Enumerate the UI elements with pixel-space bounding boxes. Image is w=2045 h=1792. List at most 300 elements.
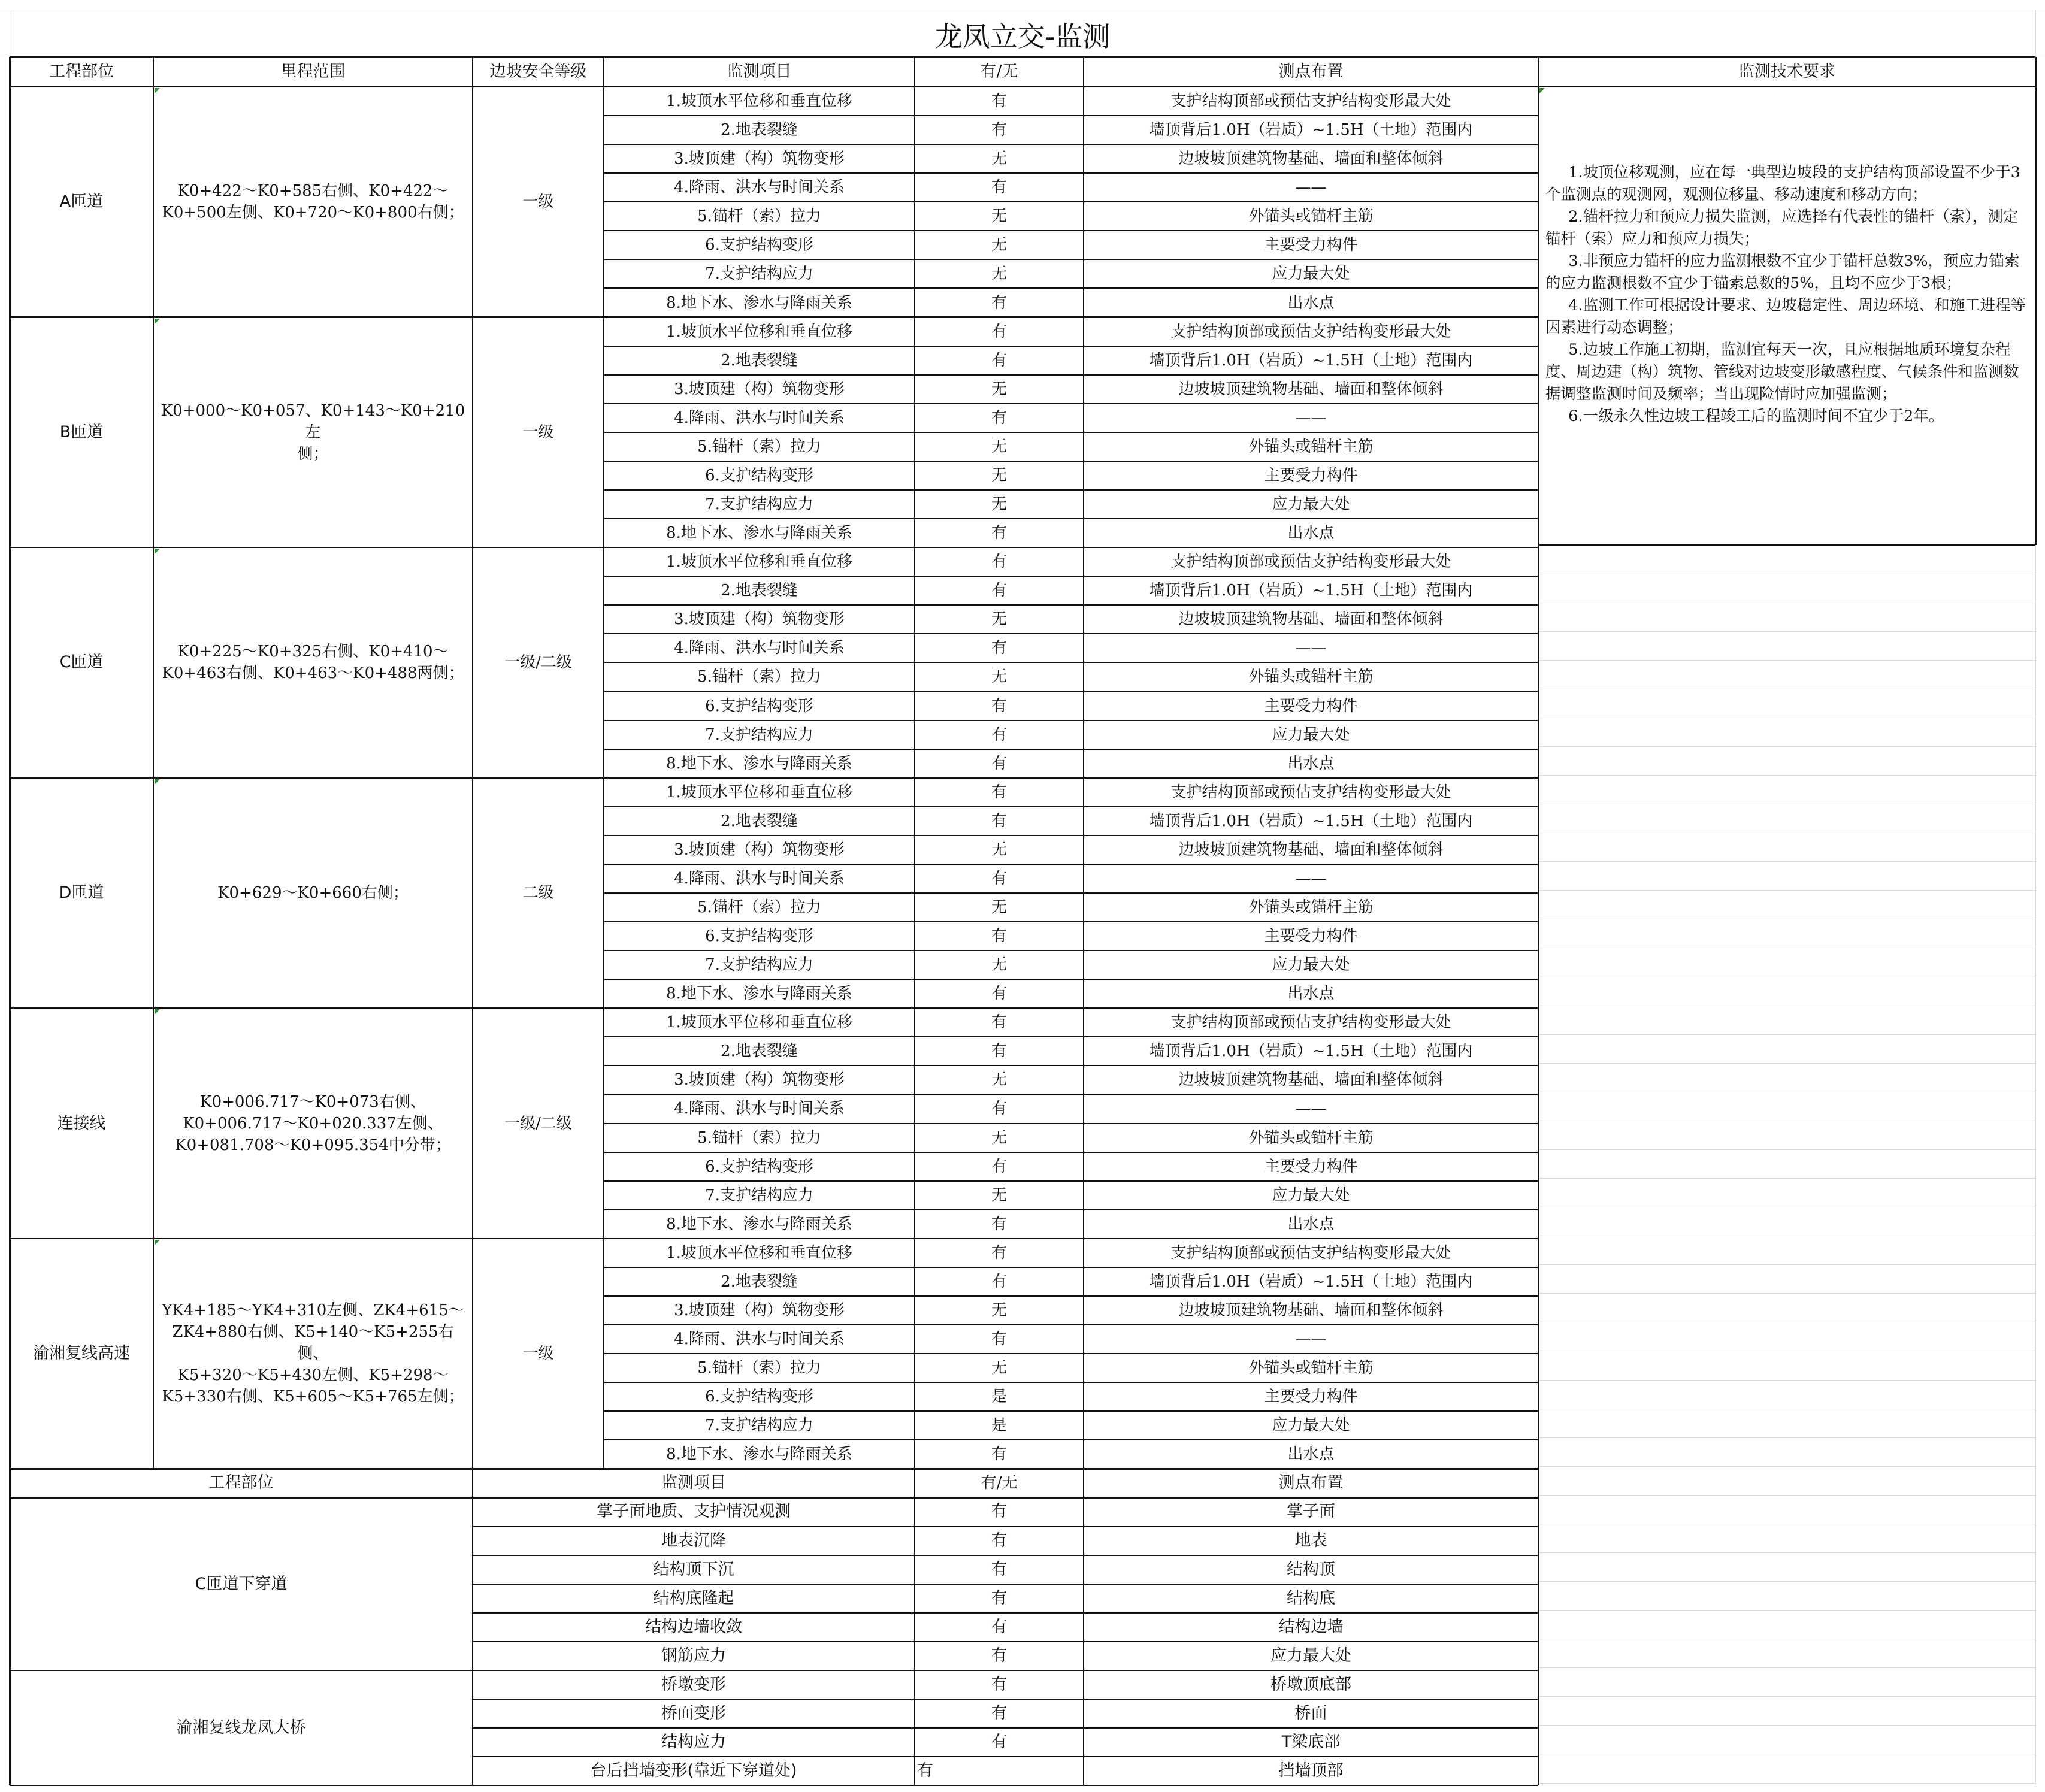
lower-has[interactable]: 有 (991, 1588, 1008, 1608)
monitor-has[interactable]: 无 (991, 956, 1007, 974)
monitor-point[interactable]: —— (1295, 869, 1327, 888)
monitor-point[interactable]: 应力最大处 (1272, 1186, 1350, 1204)
monitor-point[interactable]: 应力最大处 (1272, 956, 1350, 974)
monitor-item[interactable]: 5.锚杆（索）拉力 (697, 1359, 821, 1378)
monitor-item[interactable]: 2.地表裂缝 (721, 351, 798, 370)
monitor-has[interactable]: 有 (991, 351, 1007, 370)
monitor-has[interactable]: 无 (991, 466, 1007, 485)
monitor-has[interactable]: 有 (991, 524, 1007, 543)
monitor-item[interactable]: 1.坡顶水平位移和垂直位移 (666, 783, 852, 801)
lower-header-has[interactable]: 有/无 (981, 1474, 1018, 1493)
monitor-point[interactable]: 边坡坡顶建筑物基础、墙面和整体倾斜 (1178, 150, 1444, 168)
monitor-item[interactable]: 7.支护结构应力 (705, 1186, 813, 1204)
group-range-0[interactable] (159, 87, 467, 317)
group-grade-0[interactable]: 一级 (522, 193, 554, 211)
monitor-point[interactable]: 边坡坡顶建筑物基础、墙面和整体倾斜 (1178, 1301, 1444, 1319)
monitor-item[interactable]: 4.降雨、洪水与时间关系 (674, 408, 845, 427)
border-line (604, 1324, 1538, 1325)
lower-point[interactable]: 桥墩顶底部 (1270, 1675, 1351, 1694)
gridline (1538, 1466, 2035, 1467)
group-range-5-line: K5+320～K5+430左侧、K5+298～ (177, 1366, 449, 1385)
group-range-5-line: ZK4+880右侧、K5+140～K5+255右侧、 (172, 1323, 454, 1363)
header-has[interactable]: 有/无 (980, 62, 1018, 81)
monitor-point[interactable]: 支护结构顶部或预估支护结构变形最大处 (1170, 92, 1451, 111)
monitor-point[interactable]: 外锚头或锚杆主筋 (1248, 207, 1374, 226)
monitor-item[interactable]: 8.地下水、渗水与降雨关系 (666, 1445, 852, 1464)
border-line (473, 1727, 1538, 1729)
monitor-item[interactable]: 2.地表裂缝 (721, 582, 798, 600)
monitor-point[interactable]: 应力最大处 (1272, 495, 1350, 513)
border-line (473, 1641, 1538, 1642)
group-range-3-line: K0+629～K0+660右侧； (217, 883, 409, 902)
monitor-item[interactable]: 4.降雨、洪水与时间关系 (674, 1330, 845, 1349)
header-item[interactable]: 监测项目 (727, 62, 792, 81)
border-line (473, 1699, 1538, 1700)
monitor-has[interactable]: 有 (991, 322, 1007, 341)
monitor-point[interactable]: 出水点 (1287, 985, 1335, 1003)
monitor-item[interactable]: 7.支护结构应力 (705, 725, 813, 744)
lower-has[interactable]: 有 (991, 1560, 1008, 1579)
lower-has[interactable]: 有 (917, 1761, 933, 1781)
monitor-has[interactable]: 有 (991, 754, 1007, 773)
monitor-has[interactable]: 无 (991, 840, 1007, 859)
monitor-item[interactable]: 1.坡顶水平位移和垂直位移 (666, 322, 852, 341)
border-line (604, 1410, 1538, 1412)
requirement-item: 4.监测工作可根据设计要求、边坡稳定性、周边环境、和施工进程等因素进行动态调整； (1545, 296, 2026, 337)
group-range-0-line: K0+500左侧、K0+720～K0+800右侧； (162, 204, 464, 222)
monitor-item[interactable]: 7.支护结构应力 (705, 956, 813, 974)
monitor-has[interactable]: 无 (991, 236, 1007, 255)
monitor-point[interactable]: 支护结构顶部或预估支护结构变形最大处 (1170, 322, 1451, 341)
group-range-2-line: K0+463右侧、K0+463～K0+488两侧； (162, 664, 464, 683)
monitor-item[interactable]: 4.降雨、洪水与时间关系 (674, 639, 845, 658)
monitor-item[interactable]: 2.地表裂缝 (721, 1042, 798, 1061)
lower-point[interactable]: 结构底 (1287, 1588, 1335, 1608)
lower-point[interactable]: 地表 (1294, 1531, 1327, 1550)
monitor-item[interactable]: 4.降雨、洪水与时间关系 (674, 1100, 845, 1118)
border-line (604, 1382, 1538, 1383)
border-line (10, 56, 2035, 58)
border-line (604, 403, 1538, 404)
border-line (472, 57, 473, 1469)
monitor-item[interactable]: 3.坡顶建（构）筑物变形 (674, 380, 845, 398)
monitor-has[interactable]: 有 (991, 869, 1007, 888)
group-part-3[interactable]: D匝道 (59, 883, 104, 902)
lower-item[interactable]: 结构边墙收敛 (645, 1617, 742, 1636)
border-line (604, 346, 1538, 347)
lower-point[interactable]: 桥面 (1294, 1703, 1327, 1723)
monitor-has[interactable]: 有 (991, 639, 1007, 658)
lower-item[interactable]: 地表沉降 (661, 1531, 726, 1550)
border-line (473, 1756, 1538, 1757)
border-line (1538, 544, 2035, 546)
monitor-item[interactable]: 3.坡顶建（构）筑物变形 (674, 1301, 845, 1319)
comment-marker-icon (155, 319, 160, 324)
monitor-point[interactable]: 出水点 (1287, 754, 1335, 773)
border-line (10, 86, 2035, 88)
requirement-item: 2.锚杆拉力和预应力损失监测，应选择有代表性的锚杆（索），测定锚杆（索）应力和预应力损失； (1545, 208, 2019, 248)
header-grade[interactable]: 边坡安全等级 (489, 62, 587, 81)
border-line (604, 518, 1538, 519)
monitor-has[interactable]: 无 (991, 1186, 1007, 1204)
monitor-has[interactable]: 有 (991, 293, 1007, 312)
requirement-item: 3.非预应力锚杆的应力监测根数不宜少于锚杆总数3%，预应力锚索的应力监测根数不宜少于锚索总数的5%，且均不应少于3根； (1545, 252, 2020, 292)
lower-item[interactable]: 桥墩变形 (661, 1675, 726, 1694)
monitor-item[interactable]: 6.支护结构变形 (705, 697, 813, 715)
monitor-item[interactable]: 3.坡顶建（构）筑物变形 (674, 840, 845, 859)
monitor-has[interactable]: 有 (991, 408, 1007, 427)
monitor-point[interactable]: —— (1295, 1330, 1327, 1349)
group-range-5-line: K5+330右侧、K5+605～K5+765左侧； (162, 1388, 464, 1406)
gridline (1538, 1581, 2035, 1582)
monitor-has[interactable]: 有 (991, 1157, 1007, 1176)
border-line (604, 201, 1538, 202)
lower-has[interactable]: 有 (991, 1502, 1008, 1521)
monitor-point[interactable]: 外锚头或锚杆主筋 (1248, 1359, 1374, 1378)
monitor-item[interactable]: 7.支护结构应力 (705, 265, 813, 283)
border-line (604, 633, 1538, 634)
sheet-title[interactable]: 龙凤立交-监测 (934, 20, 1111, 53)
group-part-2[interactable]: C匝道 (59, 653, 104, 672)
lower-has[interactable]: 有 (991, 1531, 1008, 1550)
border-line (472, 1469, 473, 1785)
group-grade-5[interactable]: 一级 (522, 1345, 554, 1363)
gridline (1538, 1063, 2035, 1064)
monitor-has[interactable]: 无 (991, 668, 1007, 686)
monitor-has[interactable]: 无 (991, 1301, 1007, 1319)
monitor-item[interactable]: 8.地下水、渗水与降雨关系 (666, 524, 852, 543)
gridline (1538, 890, 2035, 891)
monitor-item[interactable]: 1.坡顶水平位移和垂直位移 (666, 92, 852, 111)
monitor-point[interactable]: 墙顶背后1.0H（岩质）~1.5H（土地）范围内 (1149, 1272, 1473, 1291)
monitor-has[interactable]: 无 (991, 1359, 1007, 1378)
monitor-has[interactable]: 无 (991, 898, 1007, 916)
border-line (604, 662, 1538, 663)
lower-item[interactable]: 桥面变形 (661, 1703, 726, 1723)
monitor-item[interactable]: 5.锚杆（索）拉力 (697, 207, 821, 226)
monitor-has[interactable]: 有 (991, 927, 1007, 946)
monitor-point[interactable]: —— (1295, 178, 1327, 197)
group-range-2[interactable] (159, 547, 467, 778)
border-line (604, 806, 1538, 807)
lower-group-part-1[interactable]: 渝湘复线龙凤大桥 (176, 1718, 306, 1737)
monitor-has[interactable]: 有 (991, 92, 1007, 111)
monitor-item[interactable]: 4.降雨、洪水与时间关系 (674, 178, 845, 197)
lower-header-item[interactable]: 监测项目 (661, 1473, 726, 1493)
requirement-item: 6.一级永久性边坡工程竣工后的监测时间不宜少于2年。 (1568, 407, 1944, 425)
lower-item[interactable]: 掌子面地质、支护情况观测 (597, 1502, 791, 1521)
monitor-point[interactable]: 墙顶背后1.0H（岩质）~1.5H（土地）范围内 (1149, 1042, 1473, 1061)
border-line (604, 259, 1538, 260)
monitor-has[interactable]: 有 (991, 1042, 1007, 1061)
lower-item[interactable]: 结构应力 (661, 1733, 726, 1752)
monitor-has[interactable]: 有 (991, 553, 1007, 571)
monitor-item[interactable]: 5.锚杆（索）拉力 (697, 1128, 821, 1147)
header-points[interactable]: 测点布置 (1278, 62, 1344, 81)
monitor-item[interactable]: 2.地表裂缝 (721, 121, 798, 140)
lower-point[interactable]: 结构顶 (1287, 1560, 1335, 1579)
comment-marker-icon (155, 88, 160, 93)
border-line (604, 691, 1538, 692)
monitor-has[interactable]: 有 (991, 178, 1007, 197)
monitor-item[interactable]: 3.坡顶建（构）筑物变形 (674, 610, 845, 629)
border-line (1083, 57, 1084, 1469)
monitor-has[interactable]: 有 (991, 985, 1007, 1003)
border-line (473, 1555, 1538, 1556)
group-range-4-line: K0+081.708～K0+095.354中分带； (175, 1136, 451, 1154)
border-line (604, 892, 1538, 894)
comment-marker-icon (155, 779, 160, 785)
border-line (473, 1526, 1538, 1527)
monitor-has[interactable]: 有 (991, 1100, 1007, 1118)
border-line (604, 287, 1538, 289)
header-range[interactable]: 里程范围 (280, 62, 346, 81)
monitor-item[interactable]: 6.支护结构变形 (705, 1388, 813, 1406)
monitor-has[interactable]: 有 (991, 1330, 1007, 1349)
monitor-point[interactable]: 出水点 (1287, 1445, 1335, 1464)
monitor-item[interactable]: 1.坡顶水平位移和垂直位移 (666, 1243, 852, 1262)
border-line (604, 979, 1538, 980)
border-line (604, 835, 1538, 836)
border-line (604, 1152, 1538, 1153)
monitor-has[interactable]: 无 (991, 265, 1007, 283)
monitor-item[interactable]: 7.支护结构应力 (705, 1416, 813, 1435)
monitor-item[interactable]: 3.坡顶建（构）筑物变形 (674, 1071, 845, 1089)
monitor-item[interactable]: 5.锚杆（索）拉力 (697, 898, 821, 916)
header-requirements[interactable]: 监测技术要求 (1738, 62, 1835, 81)
lower-has[interactable]: 有 (991, 1733, 1008, 1752)
monitor-point[interactable]: 外锚头或锚杆主筋 (1248, 437, 1374, 456)
lower-item[interactable]: 钢筋应力 (661, 1646, 726, 1665)
monitor-has[interactable]: 有 (991, 1215, 1007, 1233)
monitor-item[interactable]: 6.支护结构变形 (705, 927, 813, 946)
gridline (1538, 1552, 2035, 1553)
monitor-point[interactable]: 应力最大处 (1272, 1416, 1350, 1435)
group-range-1-line: 侧； (297, 444, 329, 463)
monitor-point[interactable]: 边坡坡顶建筑物基础、墙面和整体倾斜 (1178, 1071, 1444, 1089)
monitor-item[interactable]: 2.地表裂缝 (721, 1272, 798, 1291)
monitor-point[interactable]: 墙顶背后1.0H（岩质）~1.5H（土地）范围内 (1149, 812, 1473, 830)
monitor-point[interactable]: 主要受力构件 (1264, 697, 1358, 715)
monitor-has[interactable]: 有 (991, 121, 1007, 140)
monitor-item[interactable]: 3.坡顶建（构）筑物变形 (674, 150, 845, 168)
border-line (603, 57, 604, 1469)
group-part-5[interactable]: 渝湘复线高速 (33, 1344, 130, 1363)
monitor-item[interactable]: 8.地下水、渗水与降雨关系 (666, 1215, 852, 1233)
monitor-point[interactable]: —— (1295, 408, 1327, 427)
lower-header-part[interactable]: 工程部位 (208, 1473, 274, 1493)
lower-has[interactable]: 有 (991, 1617, 1008, 1636)
group-range-1-line: K0+000～K0+057、K0+143～K0+210左 (161, 401, 465, 441)
monitor-has[interactable]: 无 (991, 207, 1007, 226)
monitor-point[interactable]: 墙顶背后1.0H（岩质）~1.5H（土地）范围内 (1149, 351, 1473, 370)
group-grade-2[interactable]: 一级/二级 (504, 653, 572, 672)
monitor-point[interactable]: 应力最大处 (1272, 725, 1350, 744)
gridline (1538, 1380, 2035, 1381)
requirements-text[interactable] (1545, 162, 2031, 533)
lower-point[interactable]: 应力最大处 (1270, 1646, 1351, 1665)
lower-item[interactable]: 结构顶下沉 (653, 1560, 734, 1579)
border-line (604, 461, 1538, 462)
group-range-4[interactable] (159, 1008, 467, 1239)
monitor-point[interactable]: 墙顶背后1.0H（岩质）~1.5H（土地）范围内 (1149, 582, 1473, 600)
gridline (1538, 1610, 2035, 1611)
comment-marker-icon (155, 1009, 160, 1015)
group-range-3[interactable] (159, 778, 467, 1009)
monitor-has[interactable]: 有 (991, 1272, 1007, 1291)
border-line (604, 604, 1538, 606)
lower-group-part-0[interactable]: C匝道下穿道 (195, 1574, 288, 1593)
monitor-has[interactable]: 有 (991, 582, 1007, 600)
lower-has[interactable]: 有 (991, 1646, 1008, 1665)
monitor-has[interactable]: 有 (991, 783, 1007, 801)
group-range-1[interactable] (159, 317, 467, 548)
border-line (9, 57, 11, 1785)
monitor-has[interactable]: 有 (991, 697, 1007, 715)
border-line (604, 1295, 1538, 1297)
monitor-item[interactable]: 1.坡顶水平位移和垂直位移 (666, 553, 852, 571)
monitor-point[interactable]: 主要受力构件 (1264, 927, 1358, 946)
monitor-point[interactable]: 外锚头或锚杆主筋 (1248, 668, 1374, 686)
group-range-2-line: K0+225～K0+325右侧、K0+410～ (177, 643, 449, 661)
monitor-point[interactable]: —— (1295, 639, 1327, 658)
monitor-item[interactable]: 6.支护结构变形 (705, 1157, 813, 1176)
group-grade-4[interactable]: 一级/二级 (504, 1114, 572, 1133)
gridline (1538, 775, 2035, 776)
gridline (1538, 1725, 2035, 1726)
lower-item[interactable]: 台后挡墙变形(靠近下穿道处) (590, 1761, 797, 1781)
comment-marker-icon (1539, 88, 1545, 93)
monitor-point[interactable]: 主要受力构件 (1264, 1157, 1358, 1176)
monitor-item[interactable]: 7.支护结构应力 (705, 495, 813, 513)
border-line (604, 950, 1538, 951)
gridline (1538, 1495, 2035, 1496)
lower-item[interactable]: 结构底隆起 (653, 1588, 734, 1608)
group-range-4-line: K0+006.717～K0+073右侧、 (200, 1092, 426, 1111)
gridline (1538, 1149, 2035, 1150)
border-line (10, 1785, 1538, 1787)
monitor-point[interactable]: 主要受力构件 (1264, 236, 1358, 255)
border-line (604, 1123, 1538, 1124)
monitor-point[interactable]: 边坡坡顶建筑物基础、墙面和整体倾斜 (1178, 610, 1444, 629)
monitor-has[interactable]: 无 (991, 150, 1007, 168)
border-line (604, 374, 1538, 376)
monitor-item[interactable]: 1.坡顶水平位移和垂直位移 (666, 1013, 852, 1032)
gridline (1538, 660, 2035, 661)
monitor-point[interactable]: 边坡坡顶建筑物基础、墙面和整体倾斜 (1178, 840, 1444, 859)
group-part-0[interactable]: A匝道 (59, 192, 104, 211)
monitor-item[interactable]: 2.地表裂缝 (721, 812, 798, 830)
monitor-has[interactable]: 无 (991, 437, 1007, 456)
border-line (604, 172, 1538, 174)
border-line (473, 1612, 1538, 1614)
monitor-point[interactable]: 主要受力构件 (1264, 466, 1358, 485)
monitor-has[interactable]: 无 (991, 610, 1007, 629)
lower-has[interactable]: 有 (991, 1703, 1008, 1723)
monitor-item[interactable]: 6.支护结构变形 (705, 236, 813, 255)
border-line (604, 1065, 1538, 1066)
monitor-point[interactable]: 支护结构顶部或预估支护结构变形最大处 (1170, 1243, 1451, 1262)
monitor-point[interactable]: 主要受力构件 (1264, 1388, 1358, 1406)
monitor-point[interactable]: 出水点 (1287, 293, 1335, 312)
monitor-has[interactable]: 无 (991, 495, 1007, 513)
gridline (2035, 545, 2036, 1785)
monitor-point[interactable]: 外锚头或锚杆主筋 (1248, 898, 1374, 916)
monitor-item[interactable]: 8.地下水、渗水与降雨关系 (666, 985, 852, 1003)
gridline (1538, 1667, 2035, 1668)
border-line (604, 1036, 1538, 1037)
gridline (1538, 1783, 2035, 1784)
gridline (1538, 1264, 2035, 1265)
border-line (604, 1353, 1538, 1354)
monitor-has[interactable]: 是 (991, 1416, 1007, 1435)
monitor-point[interactable]: 出水点 (1287, 524, 1335, 543)
monitor-item[interactable]: 5.锚杆（索）拉力 (697, 668, 821, 686)
gridline (1538, 1034, 2035, 1035)
monitor-point[interactable]: 支护结构顶部或预估支护结构变形最大处 (1170, 553, 1451, 571)
border-line (604, 1439, 1538, 1440)
header-part[interactable]: 工程部位 (49, 62, 114, 81)
group-part-4[interactable]: 连接线 (57, 1113, 106, 1133)
monitor-has[interactable]: 无 (991, 1071, 1007, 1089)
border-line (1538, 57, 1539, 1785)
group-part-1[interactable]: B匝道 (59, 422, 104, 441)
lower-point[interactable]: 结构边墙 (1278, 1617, 1344, 1636)
monitor-point[interactable]: 外锚头或锚杆主筋 (1248, 1128, 1374, 1147)
border-line (604, 489, 1538, 491)
monitor-has[interactable]: 有 (991, 1445, 1007, 1464)
monitor-point[interactable]: 支护结构顶部或预估支护结构变形最大处 (1170, 783, 1451, 801)
lower-point[interactable]: 挡墙顶部 (1278, 1761, 1344, 1781)
lower-point[interactable]: T梁底部 (1281, 1733, 1341, 1752)
group-grade-1[interactable]: 一级 (522, 423, 554, 441)
monitor-has[interactable]: 是 (991, 1388, 1007, 1406)
monitor-has[interactable]: 无 (991, 1128, 1007, 1147)
lower-header-points[interactable]: 测点布置 (1278, 1473, 1344, 1493)
monitor-item[interactable]: 5.锚杆（索）拉力 (697, 437, 821, 456)
monitor-item[interactable]: 4.降雨、洪水与时间关系 (674, 869, 845, 888)
monitor-item[interactable]: 8.地下水、渗水与降雨关系 (666, 293, 852, 312)
monitor-has[interactable]: 有 (991, 1013, 1007, 1032)
group-range-5[interactable] (159, 1239, 467, 1469)
monitor-point[interactable]: 支护结构顶部或预估支护结构变形最大处 (1170, 1013, 1451, 1032)
border-line (604, 864, 1538, 865)
monitor-point[interactable]: —— (1295, 1100, 1327, 1118)
monitor-point[interactable]: 应力最大处 (1272, 265, 1350, 283)
monitor-point[interactable]: 出水点 (1287, 1215, 1335, 1233)
group-grade-3[interactable]: 二级 (522, 883, 554, 902)
monitor-has[interactable]: 有 (991, 725, 1007, 744)
border-line (604, 1180, 1538, 1182)
border-line (604, 720, 1538, 721)
border-line (604, 1267, 1538, 1268)
monitor-item[interactable]: 8.地下水、渗水与降雨关系 (666, 754, 852, 773)
monitor-item[interactable]: 6.支护结构变形 (705, 466, 813, 485)
monitor-point[interactable]: 墙顶背后1.0H（岩质）~1.5H（土地）范围内 (1149, 121, 1473, 140)
gridline (1538, 1437, 2035, 1438)
monitor-point[interactable]: 边坡坡顶建筑物基础、墙面和整体倾斜 (1178, 380, 1444, 398)
monitor-has[interactable]: 有 (991, 1243, 1007, 1262)
border-line (604, 1094, 1538, 1095)
monitor-has[interactable]: 无 (991, 380, 1007, 398)
border-line (2035, 57, 2037, 545)
gridline (1538, 631, 2035, 632)
lower-point[interactable]: 掌子面 (1287, 1502, 1335, 1521)
lower-has[interactable]: 有 (991, 1675, 1008, 1694)
border-line (604, 432, 1538, 433)
monitor-has[interactable]: 有 (991, 812, 1007, 830)
border-line (604, 921, 1538, 922)
